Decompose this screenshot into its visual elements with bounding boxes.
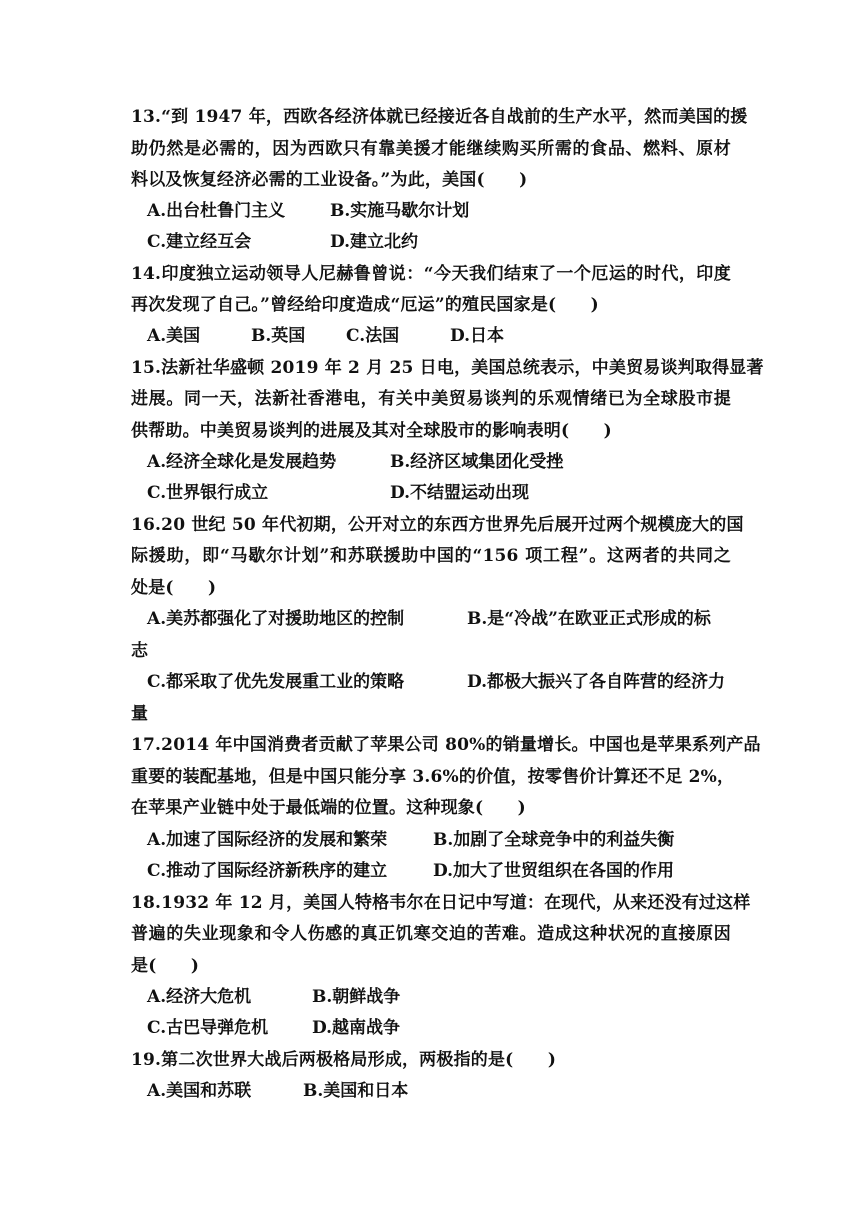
- question-19-option-b: B.美国和日本: [303, 1081, 409, 1101]
- question-17-option-a: A.加速了国际经济的发展和繁荣: [147, 830, 388, 850]
- question-17-line-3: 在苹果产业链中处于最低端的位置。这种现象( ): [131, 798, 526, 818]
- question-16-line-2: 际援助，即“马歇尔计划”和苏联援助中国的“156 项工程”。这两者的共同之: [131, 546, 731, 566]
- question-17-option-d: D.加大了世贸组织在各国的作用: [433, 861, 675, 881]
- question-13-line-3: 料以及恢复经济必需的工业设备。”为此，美国( ): [131, 170, 528, 190]
- question-13-option-b: B.实施马歇尔计划: [330, 201, 470, 221]
- question-17-option-b: B.加剧了全球竞争中的利益失衡: [433, 830, 675, 850]
- question-14-option-a: A.美国: [147, 326, 201, 346]
- question-17-line-1: 17.2014 年中国消费者贡献了苹果公司 80%的销量增长。中国也是苹果系列产品: [131, 735, 761, 755]
- question-18-option-b: B.朝鲜战争: [312, 987, 401, 1007]
- question-13-option-d: D.建立北约: [330, 232, 419, 252]
- question-19-line-1: 19.第二次世界大战后两极格局形成，两极指的是( ): [131, 1050, 557, 1070]
- question-14-line-2: 再次发现了自己。”曾经给印度造成“厄运”的殖民国家是( ): [131, 295, 599, 315]
- question-16-option-b-continued: 志: [131, 641, 148, 661]
- question-18-option-c: C.古巴导弹危机: [147, 1018, 269, 1038]
- question-13-option-c: C.建立经互会: [147, 232, 252, 252]
- question-13-line-2: 助仍然是必需的，因为西欧只有靠美援才能继续购买所需的食品、燃料、原材: [131, 139, 731, 159]
- question-14-option-d: D.日本: [450, 326, 505, 346]
- question-16-option-d: D.都极大振兴了各自阵营的经济力: [467, 672, 726, 692]
- question-16-option-c: C.都采取了优先发展重工业的策略: [147, 672, 405, 692]
- question-17-line-2: 重要的装配基地，但是中国只能分享 3.6%的价值，按零售价计算还不足 2%，: [131, 767, 735, 787]
- question-14-option-c: C.法国: [346, 326, 400, 346]
- question-15-option-a: A.经济全球化是发展趋势: [147, 452, 337, 472]
- question-13-line-1: 13.“到 1947 年，西欧各经济体就已经接近各自战前的生产水平，然而美国的援: [131, 107, 748, 127]
- question-16-option-b: B.是“冷战”在欧亚正式形成的标: [467, 609, 711, 629]
- question-16-option-d-continued: 量: [131, 704, 148, 724]
- question-18-option-a: A.经济大危机: [147, 987, 252, 1007]
- question-15-line-2: 进展。同一天，法新社香港电，有关中美贸易谈判的乐观情绪已为全球股市提: [131, 389, 731, 409]
- question-16-option-a: A.美苏都强化了对援助地区的控制: [147, 609, 405, 629]
- question-16-line-3: 处是( ): [131, 578, 217, 598]
- question-18-line-3: 是( ): [131, 956, 200, 976]
- question-18-line-1: 18.1932 年 12 月，美国人特格韦尔在日记中写道：在现代，从来还没有过这样: [131, 893, 751, 913]
- question-17-option-c: C.推动了国际经济新秩序的建立: [147, 861, 388, 881]
- question-15-option-b: B.经济区域集团化受挫: [390, 452, 564, 472]
- question-14-line-1: 14.印度独立运动领导人尼赫鲁曾说：“今天我们结束了一个厄运的时代，印度: [131, 264, 731, 284]
- question-15-line-1: 15.法新社华盛顿 2019 年 2 月 25 日电，美国总统表示，中美贸易谈判取得显著: [131, 358, 764, 378]
- question-16-line-1: 16.20 世纪 50 年代初期，公开对立的东西方世界先后展开过两个规模庞大的国: [131, 515, 744, 535]
- question-15-option-d: D.不结盟运动出现: [390, 483, 530, 503]
- question-15-option-c: C.世界银行成立: [147, 483, 269, 503]
- question-15-line-3: 供帮助。中美贸易谈判的进展及其对全球股市的影响表明( ): [131, 421, 612, 441]
- question-18-line-2: 普遍的失业现象和令人伤感的真正饥寒交迫的苦难。造成这种状况的直接原因: [131, 924, 731, 944]
- question-13-option-a: A.出台杜鲁门主义: [147, 201, 286, 221]
- question-18-option-d: D.越南战争: [312, 1018, 401, 1038]
- question-19-option-a: A.美国和苏联: [147, 1081, 252, 1101]
- question-14-option-b: B.英国: [251, 326, 306, 346]
